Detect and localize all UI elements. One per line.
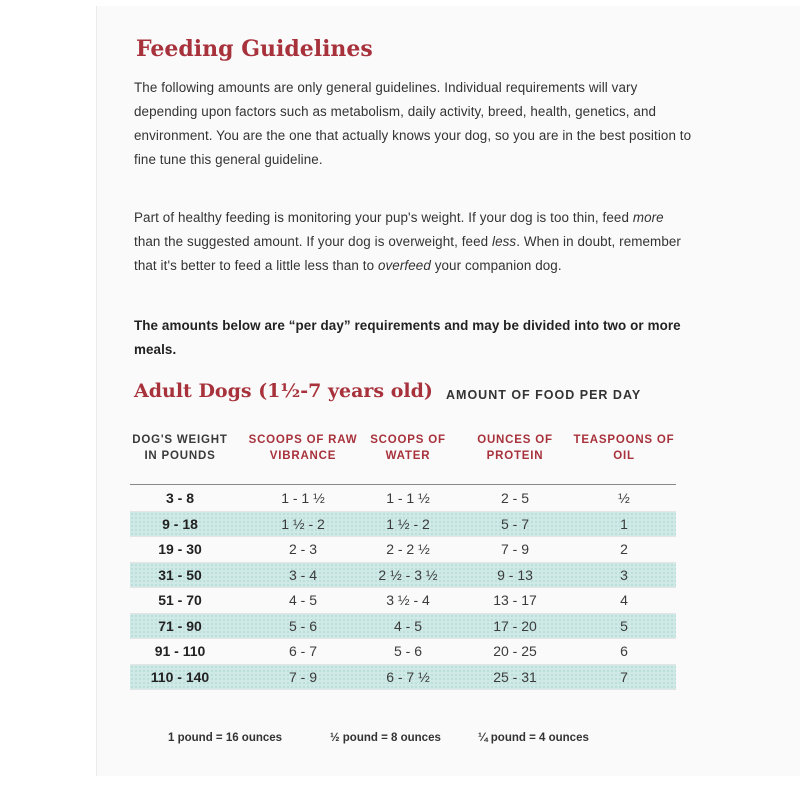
feeding-table [130,486,676,690]
cell-teaspoons-oil: ½ [618,490,630,506]
section-title-adult-dogs: Adult Dogs (1½-7 years old) [134,380,433,402]
cell-teaspoons-oil: 2 [620,541,628,557]
emphasis-more: more [632,210,664,225]
cell-weight: 19 - 30 [158,541,202,557]
cell-teaspoons-oil: 1 [620,515,628,532]
cell-teaspoons-oil: 4 [620,592,628,608]
emphasis-less: less [492,234,517,249]
cell-scoops-raw: 1 - 1 ½ [281,490,325,506]
weight-monitoring-paragraph [134,206,694,278]
cell-ounces-protein: 13 - 17 [493,592,537,608]
cell-weight: 110 - 140 [150,668,210,685]
paragraph-text: than the suggested amount. If your dog is overweight, feed [134,234,492,249]
cell-weight: 91 - 110 [154,643,206,659]
conversion-quarter-pound: ¼ pound = 4 ounces [478,732,589,744]
header-teaspoons-oil: TEASPOONS OF OIL [573,434,675,462]
per-day-note: The amounts below are “per day” requirements and may be divided into two or more meals. [134,318,681,357]
cell-teaspoons-oil: 3 [620,566,628,583]
conversion-half-pound: ½ pound = 8 ounces [330,732,441,744]
cell-ounces-protein: 17 - 20 [493,617,537,634]
table-row [130,588,676,614]
cell-weight: 31 - 50 [158,566,202,583]
cell-scoops-water: 2 - 2 ½ [386,541,430,557]
cell-scoops-raw: 2 - 3 [288,541,317,557]
table-header-row [130,432,676,480]
table-row [130,563,676,589]
table-row [130,614,676,640]
header-scoops-raw-vibrance: SCOOPS OF RAW VIBRANCE [248,434,358,462]
cell-scoops-raw: 5 - 6 [288,617,317,634]
paragraph-text: Part of healthy feeding is monitoring your pup's weight. If your dog is too thin, feed [134,210,633,225]
cell-teaspoons-oil: 6 [620,643,628,659]
cell-scoops-raw: 1 ½ - 2 [281,515,325,532]
table-row [130,639,676,665]
header-ounces-protein: OUNCES OF PROTEIN [477,434,553,462]
table-row [130,537,676,563]
cell-scoops-raw: 6 - 7 [288,643,317,659]
table-row [130,512,676,538]
cell-scoops-raw: 4 - 5 [288,592,317,608]
cell-teaspoons-oil: 7 [620,668,628,685]
cell-ounces-protein: 25 - 31 [493,668,537,685]
page-title: Feeding Guidelines [136,36,373,62]
cell-weight: 3 - 8 [165,490,194,506]
cell-scoops-water: 2 ½ - 3 ½ [378,566,438,583]
cell-scoops-raw: 7 - 9 [288,668,317,685]
amount-per-day-label: AMOUNT OF FOOD PER DAY [446,388,642,402]
cell-weight: 51 - 70 [158,592,202,608]
cell-weight: 71 - 90 [158,617,202,634]
header-dog-weight: DOG'S WEIGHT IN POUNDS [132,434,228,462]
cell-ounces-protein: 9 - 13 [497,566,533,583]
table-divider [130,484,676,485]
intro-paragraph: The following amounts are only general guidelines. Individual requirements will vary depending upon factors such as metabolism, daily activity, breed, health, genetics, and environment. You are the one that actually knows your dog, so you are in the best position to fine tune this general guideline. [134,80,692,167]
cell-ounces-protein: 5 - 7 [500,515,529,532]
cell-ounces-protein: 20 - 25 [493,643,537,659]
cell-ounces-protein: 7 - 9 [500,541,529,557]
table-row [130,665,676,691]
cell-scoops-raw: 3 - 4 [288,566,317,583]
emphasis-overfeed: overfeed [377,258,431,273]
cell-ounces-protein: 2 - 5 [500,490,529,506]
cell-scoops-water: 5 - 6 [393,643,422,659]
conversion-1-pound: 1 pound = 16 ounces [168,732,283,744]
cell-weight: 9 - 18 [162,515,198,532]
cell-scoops-water: 1 - 1 ½ [386,490,430,506]
cell-scoops-water: 3 ½ - 4 [386,592,430,608]
paragraph-text: . When in doubt, remember that it's better to feed a little less than to [134,234,681,273]
cell-teaspoons-oil: 5 [620,617,628,634]
table-row [130,486,676,512]
header-scoops-water: SCOOPS OF WATER [370,434,446,462]
paragraph-text: your companion dog. [430,258,562,273]
cell-scoops-water: 4 - 5 [393,617,422,634]
cell-scoops-water: 1 ½ - 2 [386,515,430,532]
cell-scoops-water: 6 - 7 ½ [386,668,430,685]
